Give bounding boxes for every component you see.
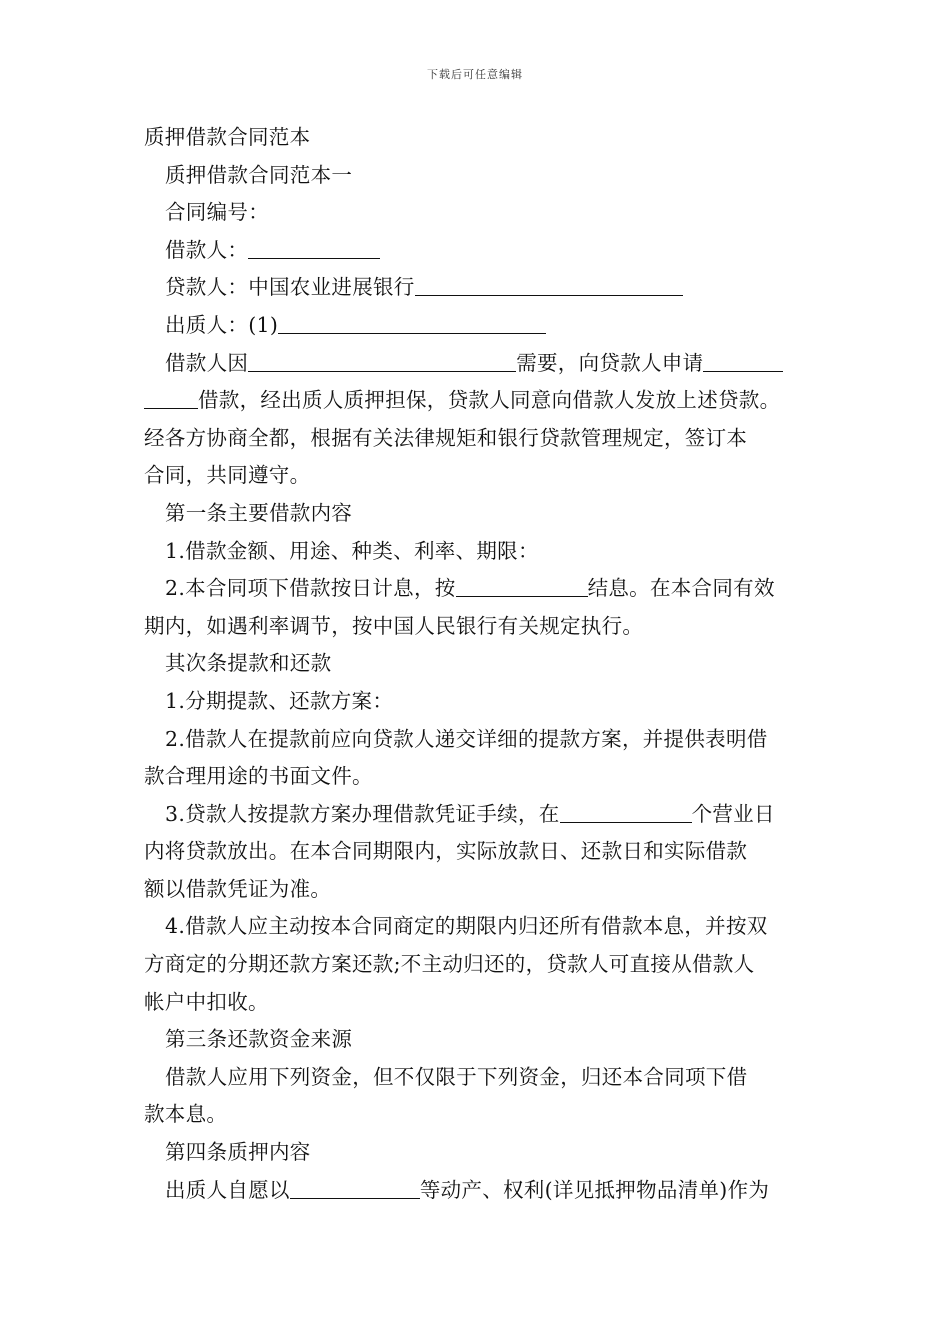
article-1-title: 第一条主要借款内容 [165,500,353,525]
clause-text: 出质人自愿以 [165,1177,290,1202]
borrower-blank [248,238,380,259]
intro-line-1 [144,345,814,383]
article-2-title: 其次条提款和还款 [165,651,332,676]
article-3-title: 第三条还款资金来源 [165,1027,353,1052]
amount-blank-cont [144,388,198,409]
clause-text: 3.贷款人按提款方案办理借款凭证手续，在 [165,801,560,826]
pledgor-line [144,307,814,345]
clause-text: 2.本合同项下借款按日计息，按 [165,576,456,601]
article-2-item-4-cont: 方商定的分期还款方案还款;不主动归还的，贷款人可直接从借款人 [144,952,755,977]
article-2-item-1: 1.分期提款、还款方案： [165,688,394,713]
borrower-label: 借款人： [165,237,249,262]
business-days-blank [560,802,692,823]
pledgor-blank [278,313,546,334]
article-2-item-3-cont: 内将贷款放出。在本合同期限内，实际放款日、还款日和实际借款 [144,839,748,864]
lender-label: 贷款人：中国农业进展银行 [165,275,415,300]
settlement-blank [456,576,588,597]
contract-number-line: 合同编号： [165,200,269,225]
article-3-text-cont: 款本息。 [144,1102,228,1127]
intro-line-3: 经各方协商全都，根据有关法律规矩和银行贷款管理规定，签订本 [144,425,748,450]
collateral-blank [290,1178,420,1199]
clause-text: 结息。在本合同有效 [587,576,775,601]
article-1-item-1: 1.借款金额、用途、种类、利率、期限： [165,538,539,563]
clause-text: 等动产、权利(详见抵押物品清单)作为 [419,1177,770,1202]
pledgor-label: 出质人：(1) [165,312,279,337]
article-2-item-4: 4.借款人应主动按本合同商定的期限内归还所有借款本息，并按双 [165,914,768,939]
article-2-item-2-cont: 款合理用途的书面文件。 [144,764,373,789]
borrower-line [144,232,814,270]
intro-line-2 [144,382,814,420]
intro-text: 借款人因 [165,350,249,375]
section-heading: 质押借款合同范本一 [165,162,353,187]
intro-line-4: 合同，共同遵守。 [144,463,311,488]
intro-text: 借款，经出质人质押担保，贷款人同意向借款人发放上述贷款。 [198,388,781,413]
article-3-text: 借款人应用下列资金，但不仅限于下列资金，归还本合同项下借 [165,1064,748,1089]
article-1-item-2 [144,570,814,608]
article-2-item-2: 2.借款人在提款前应向贷款人递交详细的提款方案，并提供表明借 [165,726,768,751]
article-2-item-3-cont-2: 额以借款凭证为准。 [144,876,332,901]
article-4-title: 第四条质押内容 [165,1140,311,1165]
amount-blank [703,351,783,372]
document-title: 质押借款合同范本 [144,125,311,149]
intro-text: 需要，向贷款人申请 [516,350,704,375]
purpose-blank [248,351,516,372]
article-2-item-4-cont-2: 帐户中扣收。 [144,989,269,1014]
article-1-item-2-cont: 期内，如遇利率调节，按中国人民银行有关规定执行。 [144,613,644,638]
article-2-item-3 [144,796,814,834]
document-body [144,119,814,1209]
clause-text: 个营业日 [691,801,775,826]
lender-blank [415,275,683,296]
page-header: 下载后可任意编辑 [427,68,523,81]
lender-line [144,269,814,307]
article-4-text [144,1172,814,1210]
